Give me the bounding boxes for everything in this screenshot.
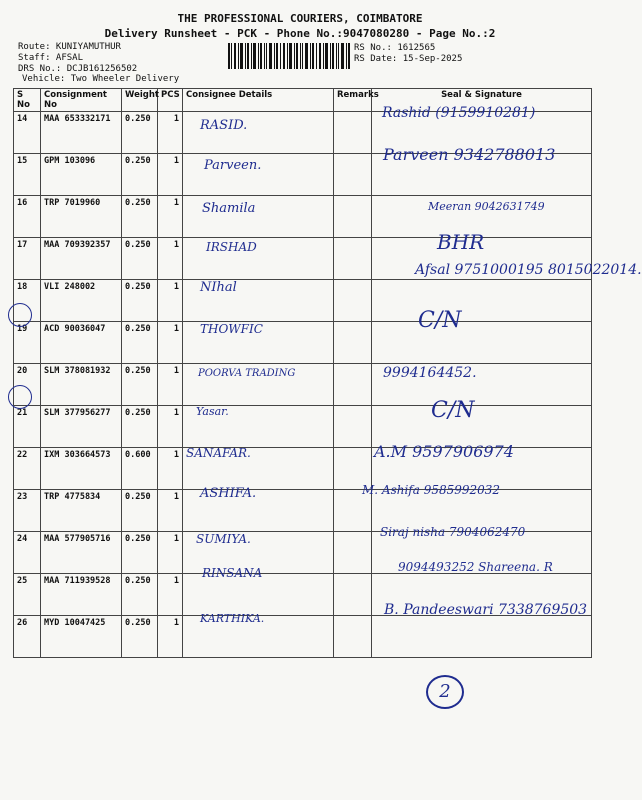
row-weight: 0.250 [122,406,158,448]
row-sno: 24 [14,532,41,574]
row-signature-cell [372,616,592,658]
handwritten-signature: C/N [418,308,462,333]
row-consignment-no: ACD 90036047 [41,322,122,364]
row-weight: 0.250 [122,238,158,280]
col-pcs: PCS [158,89,183,112]
row-pcs: 1 [158,490,183,532]
handwritten-signature: BHR [437,230,485,254]
row-weight: 0.250 [122,532,158,574]
row-weight: 0.600 [122,448,158,490]
row-sno: 21 [14,406,41,448]
row-weight: 0.250 [122,322,158,364]
row-remarks-cell [334,280,372,322]
table-row [14,616,592,658]
row-remarks-cell [334,574,372,616]
col-remarks: Remarks [334,89,372,112]
row-weight: 0.250 [122,196,158,238]
table-row [14,322,592,364]
handwritten-consignee-name: SUMIYA. [196,532,251,546]
handwritten-signature: 9094493252 Shareena. R [398,560,553,574]
row-sno: 20 [14,364,41,406]
handwritten-consignee-name: NIhal [200,280,237,295]
handwritten-signature: Siraj nisha 7904062470 [380,525,526,539]
row-weight: 0.250 [122,154,158,196]
row-sno: 19 [14,322,41,364]
table-row [14,280,592,322]
route-label: Route: KUNIYAMUTHUR [18,42,121,52]
row-consignment-no: MAA 577905716 [41,532,122,574]
row-pcs: 1 [158,112,183,154]
handwritten-consignee-name: POORVA TRADING [198,368,296,379]
row-pcs: 1 [158,406,183,448]
handwritten-consignee-name: RASID. [200,118,248,133]
row-consignment-no: IXM 303664573 [41,448,122,490]
row-remarks-cell [334,238,372,280]
runsheet-subtitle: Delivery Runsheet - PCK - Phone No.:9047080280 - Page No.:2 [104,27,496,40]
row-pcs: 1 [158,238,183,280]
circle-mark-row-19 [8,303,32,327]
row-consignment-no: MAA 711939528 [41,574,122,616]
row-weight: 0.250 [122,112,158,154]
row-remarks-cell [334,532,372,574]
company-title: THE PROFESSIONAL COURIERS, COIMBATORE [177,12,423,25]
col-consignment: Consignment No [41,89,122,112]
handwritten-signature: B. Pandeeswari 7338769503 [384,602,588,618]
row-consignment-no: SLM 377956277 [41,406,122,448]
handwritten-signature: A.M 9597906974 [374,442,514,461]
handwritten-signature: Afsal 9751000195 8015022014. [415,262,642,278]
row-signature-cell [372,322,592,364]
row-sno: 15 [14,154,41,196]
row-remarks-cell [334,196,372,238]
handwritten-signature: C/N [431,398,475,423]
handwritten-consignee-name: THOWFIC [200,322,263,336]
handwritten-consignee-name: IRSHAD [206,240,257,254]
handwritten-signature: Meeran 9042631749 [428,200,545,213]
handwritten-consignee-name: Yasar. [196,405,229,418]
row-weight: 0.250 [122,616,158,658]
row-consignment-no: TRP 4775834 [41,490,122,532]
row-weight: 0.250 [122,364,158,406]
row-sno: 26 [14,616,41,658]
handwritten-consignee-name: SANAFAR. [186,446,251,460]
row-pcs: 1 [158,364,183,406]
vehicle-label: Vehicle: Two Wheeler Delivery [22,74,180,84]
row-weight: 0.250 [122,280,158,322]
row-pcs: 1 [158,154,183,196]
row-remarks-cell [334,364,372,406]
rs-number: RS No.: 1612565 [354,43,436,53]
row-sno: 16 [14,196,41,238]
row-pcs: 1 [158,616,183,658]
col-weight: Weight [122,89,158,112]
handwritten-page-number: 2 [426,675,464,709]
row-pcs: 1 [158,196,183,238]
handwritten-consignee-name: ASHIFA. [200,486,257,501]
barcode-icon [228,43,350,69]
row-pcs: 1 [158,280,183,322]
row-sno: 17 [14,238,41,280]
handwritten-consignee-name: Shamila [202,201,256,216]
row-remarks-cell [334,616,372,658]
row-consignment-no: MAA 709392357 [41,238,122,280]
row-consignment-no: VLI 248002 [41,280,122,322]
row-pcs: 1 [158,532,183,574]
row-consignment-no: TRP 7019960 [41,196,122,238]
row-weight: 0.250 [122,574,158,616]
row-signature-cell [372,280,592,322]
handwritten-signature: M. Ashifa 9585992032 [362,483,501,497]
rs-date: RS Date: 15-Sep-2025 [354,54,463,64]
drs-number: DRS No.: DCJB161256502 [18,64,138,74]
table-row [14,364,592,406]
row-remarks-cell [334,406,372,448]
row-remarks-cell [334,112,372,154]
row-sno: 14 [14,112,41,154]
row-consignment-no: MYD 10047425 [41,616,122,658]
row-sno: 25 [14,574,41,616]
circle-mark-row-21 [8,385,32,409]
row-consignment-no: GPM 103096 [41,154,122,196]
row-pcs: 1 [158,322,183,364]
row-sno: 23 [14,490,41,532]
handwritten-signature: Rashid (9159910281) [382,105,536,121]
handwritten-consignee-name: RINSANA [202,566,263,580]
row-pcs: 1 [158,574,183,616]
row-sno: 18 [14,280,41,322]
staff-label: Staff: AFSAL [18,53,84,63]
col-consignee: Consignee Details [183,89,334,112]
row-remarks-cell [334,154,372,196]
col-sno: S No [14,89,41,112]
row-weight: 0.250 [122,490,158,532]
handwritten-signature: 9994164452. [383,365,477,381]
handwritten-consignee-name: KARTHIKA. [200,612,265,625]
row-pcs: 1 [158,448,183,490]
handwritten-consignee-name: Parveen. [204,158,262,173]
col-signature: Seal & Signature [372,89,592,112]
handwritten-signature: Parveen 9342788013 [383,145,556,164]
row-remarks-cell [334,322,372,364]
row-consignment-no: SLM 378081932 [41,364,122,406]
row-sno: 22 [14,448,41,490]
row-consignment-no: MAA 653332171 [41,112,122,154]
